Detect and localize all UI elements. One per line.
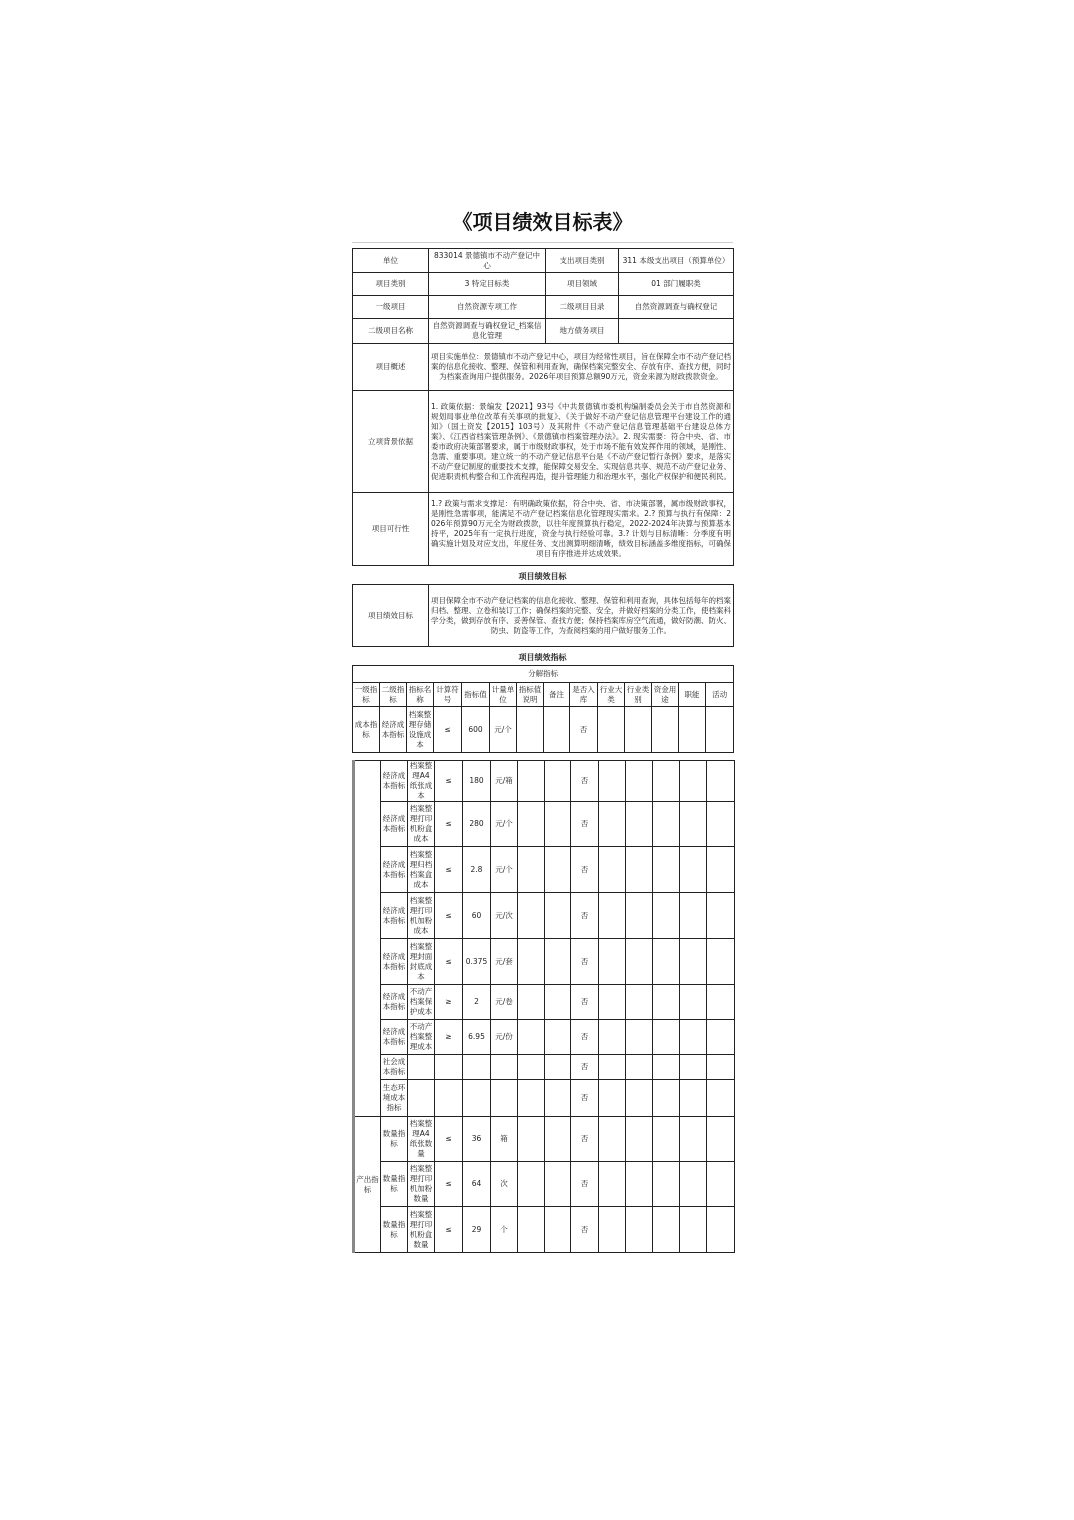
table-cell <box>653 1020 680 1055</box>
level1-cell <box>354 761 381 1117</box>
goal-text: 项目保障全市不动产登记档案的信息化接收、整理、保管和利用查询，具体包括每年的档案归档、整理、立卷和装订工作；确保档案的完整、安全，并做好档案的分类工作，使档案科学分类，做到存放有序、妥善保管、查找方便；保持档案库房空气流通，做好防潮、防火、防虫、防盗等工作，为查阅档案的用户做好服务工作。 <box>429 585 734 647</box>
table-cell <box>680 1055 707 1080</box>
table-cell: ≤ <box>435 802 463 847</box>
table-cell <box>680 1080 707 1117</box>
table-cell <box>653 893 680 939</box>
table-cell <box>653 939 680 985</box>
table-cell <box>518 939 545 985</box>
info-row <box>353 273 734 296</box>
table-cell: 否 <box>571 1020 599 1055</box>
table-cell <box>408 1080 435 1117</box>
table-cell: 元/份 <box>491 1020 518 1055</box>
table-cell <box>545 1080 571 1117</box>
table-cell <box>680 1117 707 1162</box>
table-cell: ≤ <box>435 1162 463 1207</box>
table-cell: 经济成本指标 <box>381 939 408 985</box>
table-cell: 经济成本指标 <box>381 985 408 1020</box>
column-header: 计量单位 <box>490 683 517 707</box>
table-cell <box>518 802 545 847</box>
table-cell <box>491 1055 518 1080</box>
table-cell <box>518 1080 545 1117</box>
table-cell <box>625 707 652 753</box>
table-row <box>354 802 735 847</box>
table-cell: 箱 <box>491 1117 518 1162</box>
table-cell <box>545 1055 571 1080</box>
table-cell: 不动产档案整理成本 <box>408 1020 435 1055</box>
table-row <box>354 1117 735 1162</box>
table-cell <box>626 1080 653 1117</box>
overview-text: 项目实施单位：景德镇市不动产登记中心，项目为经常性项目，旨在保障全市不动产登记档案的信息化接收、整理、保管和利用查询，确保档案完整安全、存放有序、查找方便，同时为档案查询用户提供服务。2026年项目预算总额90万元，资金来源为财政拨款资金。 <box>429 344 734 391</box>
table-cell: 档案整理存储设施成本 <box>407 707 434 753</box>
table-cell: 否 <box>571 1117 599 1162</box>
label-cell: 项目类别 <box>353 273 429 296</box>
table-cell <box>599 802 626 847</box>
table-cell <box>518 847 545 893</box>
table-cell: 元/卷 <box>491 985 518 1020</box>
table-cell <box>518 985 545 1020</box>
table-cell <box>545 985 571 1020</box>
table-cell: 180 <box>463 761 491 802</box>
table-cell <box>545 893 571 939</box>
table-cell: 生态环境成本指标 <box>381 1080 408 1117</box>
table-cell: 64 <box>463 1162 491 1207</box>
table-cell: 0.375 <box>463 939 491 985</box>
indicators-header-table <box>352 665 734 753</box>
table-cell <box>707 939 735 985</box>
table-cell <box>545 1020 571 1055</box>
table-cell: 成本指标 <box>353 707 380 753</box>
table-cell: 档案整理打印机加粉成本 <box>408 893 435 939</box>
table-cell <box>653 985 680 1020</box>
table-cell: 2.8 <box>463 847 491 893</box>
table-cell <box>707 802 735 847</box>
table-cell <box>652 707 679 753</box>
table-cell <box>435 1080 463 1117</box>
label-cell: 支出项目类别 <box>546 249 619 273</box>
table-cell: 档案整理打印机粉盒数量 <box>408 1207 435 1253</box>
label-cell: 项目概述 <box>353 344 429 391</box>
table-cell <box>706 707 734 753</box>
indicators-heading: 项目绩效指标 <box>518 653 567 662</box>
column-header: 备注 <box>544 683 570 707</box>
value-cell: 自然资源调查与确权登记 <box>619 296 734 319</box>
table-cell <box>599 1117 626 1162</box>
table-cell <box>626 1117 653 1162</box>
table-cell: 经济成本指标 <box>381 1020 408 1055</box>
table-cell <box>680 939 707 985</box>
table-cell <box>707 985 735 1020</box>
table-cell <box>626 802 653 847</box>
table-cell <box>599 893 626 939</box>
table-cell <box>545 761 571 802</box>
table-cell <box>491 1080 518 1117</box>
table-row <box>354 893 735 939</box>
table-cell <box>518 1020 545 1055</box>
table-cell <box>545 1207 571 1253</box>
table-cell: 元/次 <box>491 893 518 939</box>
table-row <box>354 939 735 985</box>
basis-row <box>353 391 734 493</box>
label-cell: 项目可行性 <box>353 493 429 566</box>
table-cell <box>707 847 735 893</box>
label-cell: 二级项目目录 <box>546 296 619 319</box>
table-cell: 元/个 <box>490 707 517 753</box>
table-cell <box>626 939 653 985</box>
column-header: 是否入库 <box>570 683 598 707</box>
value-cell: 833014 景德镇市不动产登记中心 <box>429 249 546 273</box>
table-cell <box>599 1162 626 1207</box>
table-cell <box>680 802 707 847</box>
goal-heading: 项目绩效目标 <box>518 572 567 581</box>
table-cell: 数量指标 <box>381 1117 408 1162</box>
value-cell: 自然资源专项工作 <box>429 296 546 319</box>
table-row <box>354 985 735 1020</box>
table-cell: 个 <box>491 1207 518 1253</box>
level1-cell: 产出指标 <box>354 1117 381 1253</box>
table-cell: 否 <box>571 802 599 847</box>
group-header: 分解指标 <box>353 666 734 683</box>
table-cell: 数量指标 <box>381 1162 408 1207</box>
table-cell <box>707 1117 735 1162</box>
table-cell: ≥ <box>435 985 463 1020</box>
table-cell <box>599 1207 626 1253</box>
table-cell <box>707 761 735 802</box>
table-cell <box>707 1207 735 1253</box>
table-cell <box>680 1020 707 1055</box>
table-cell <box>545 1117 571 1162</box>
column-header: 职能 <box>679 683 706 707</box>
table-cell: 否 <box>571 1207 599 1253</box>
table-cell <box>680 1207 707 1253</box>
table-cell <box>626 985 653 1020</box>
table-cell: 否 <box>571 761 599 802</box>
table-cell: 2 <box>463 985 491 1020</box>
table-cell <box>518 761 545 802</box>
table-cell: 36 <box>463 1117 491 1162</box>
table-row <box>354 1020 735 1055</box>
table-cell <box>599 1020 626 1055</box>
table-row <box>354 1207 735 1253</box>
table-cell: 数量指标 <box>381 1207 408 1253</box>
column-header: 行业大类 <box>598 683 625 707</box>
table-cell <box>518 1207 545 1253</box>
label-cell: 项目绩效目标 <box>353 585 429 647</box>
table-cell <box>653 761 680 802</box>
table-cell: 档案整理A4纸张成本 <box>408 761 435 802</box>
table-cell: ≤ <box>435 847 463 893</box>
column-header: 指标值说明 <box>517 683 544 707</box>
table-cell: 不动产档案保护成本 <box>408 985 435 1020</box>
table-cell: 6.95 <box>463 1020 491 1055</box>
table-cell: ≤ <box>435 1207 463 1253</box>
table-cell: 经济成本指标 <box>381 802 408 847</box>
indicators-table <box>352 760 735 1253</box>
table-cell <box>599 1080 626 1117</box>
table-cell: 经济成本指标 <box>381 847 408 893</box>
table-cell <box>653 1055 680 1080</box>
table-cell <box>599 761 626 802</box>
info-row <box>353 319 734 344</box>
value-cell <box>619 319 734 344</box>
table-cell <box>626 893 653 939</box>
document-body <box>352 208 733 1253</box>
table-cell <box>518 1055 545 1080</box>
table-cell <box>545 847 571 893</box>
table-cell: 否 <box>571 1080 599 1117</box>
table-cell <box>599 1055 626 1080</box>
info-row <box>353 296 734 319</box>
value-cell: 01 部门履职类 <box>619 273 734 296</box>
table-cell: 档案整理A4纸张数量 <box>408 1117 435 1162</box>
table-cell <box>626 1055 653 1080</box>
feasibility-row <box>353 493 734 566</box>
table-cell: ≤ <box>435 939 463 985</box>
table-cell: 档案整理打印机加粉数量 <box>408 1162 435 1207</box>
label-cell: 一级项目 <box>353 296 429 319</box>
table-cell <box>626 761 653 802</box>
table-cell <box>626 1020 653 1055</box>
table-cell <box>544 707 570 753</box>
column-header: 指标名称 <box>407 683 434 707</box>
value-cell: 自然资源调查与确权登记_档案信息化管理 <box>429 319 546 344</box>
table-cell <box>707 1055 735 1080</box>
table-cell <box>680 893 707 939</box>
column-header: 活动 <box>706 683 734 707</box>
table-row <box>354 761 735 802</box>
table-cell <box>679 707 706 753</box>
divider <box>352 242 733 243</box>
document-title: 《项目绩效目标表》 <box>452 210 633 234</box>
table-cell: 经济成本指标 <box>380 707 407 753</box>
table-cell <box>653 802 680 847</box>
table-cell: 元/套 <box>491 939 518 985</box>
table-row <box>353 707 734 753</box>
table-cell <box>545 802 571 847</box>
value-cell: 311 本级支出项目（预算单位） <box>619 249 734 273</box>
label-cell: 二级项目名称 <box>353 319 429 344</box>
table-cell: 元/个 <box>491 802 518 847</box>
table-cell: 否 <box>571 985 599 1020</box>
table-cell: 否 <box>570 707 598 753</box>
table-cell: ≤ <box>435 1117 463 1162</box>
table-cell: 600 <box>462 707 490 753</box>
label-cell: 项目领域 <box>546 273 619 296</box>
table-cell <box>680 985 707 1020</box>
table-cell: 社会成本指标 <box>381 1055 408 1080</box>
table-row <box>354 1162 735 1207</box>
table-cell <box>680 847 707 893</box>
table-cell <box>518 893 545 939</box>
project-info-table <box>352 248 734 566</box>
table-cell: 否 <box>571 1162 599 1207</box>
basis-text: 1. 政策依据：景编发【2021】93号《中共景德镇市委机构编制委员会关于市自然资源和规划局事业单位改革有关事项的批复》、《关于做好不动产登记信息管理平台建设工作的通知》（国土资发【2015】103号）及其附件《不动产登记信息管理基础平台建设总体方案》、《江西省档案管理条例》、《景德镇市档案管理办法》。2. 现实需要：符合中央、省、市委市政府决策部署要求，属于市级财政事权，处于市场不能有效发挥作用的领域，是刚性、急需、重要事项。建立统一的不动产登记信息平台是《不动产登记暂行条例》要求，是落实不动产登记制度的重要技术支撑，能保障交易安全、实现信息共享、规范不动产登记业务、促进职责机构整合和工作流程再造，提升管理能力和治理水平，强化产权保护和便民利民。 <box>429 391 734 493</box>
table-cell <box>517 707 544 753</box>
column-header: 指标值 <box>462 683 490 707</box>
table-cell <box>680 1162 707 1207</box>
table-cell <box>435 1055 463 1080</box>
table-cell <box>653 1080 680 1117</box>
table-cell: 经济成本指标 <box>381 893 408 939</box>
table-cell <box>707 1020 735 1055</box>
table-cell: 次 <box>491 1162 518 1207</box>
table-cell <box>653 847 680 893</box>
column-header: 资金用途 <box>652 683 679 707</box>
table-cell: 经济成本指标 <box>381 761 408 802</box>
table-row <box>354 847 735 893</box>
table-cell <box>545 939 571 985</box>
table-cell <box>545 1162 571 1207</box>
table-cell <box>518 1117 545 1162</box>
value-cell: 3 特定目标类 <box>429 273 546 296</box>
table-cell <box>707 1162 735 1207</box>
table-cell: 否 <box>571 939 599 985</box>
table-row <box>354 1055 735 1080</box>
label-cell: 地方债务项目 <box>546 319 619 344</box>
table-cell <box>653 1207 680 1253</box>
table-cell: 否 <box>571 1055 599 1080</box>
feasibility-text: 1.? 政策与需求支撑足：有明确政策依据，符合中央、省、市决策部署，属市级财政事权，是刚性急需事项，能满足不动产登记档案信息化管理现实需求。2.? 预算与执行有保障：2026年预算90万元全为财政拨款，以往年度预算执行稳定，2022-2024年决算与预算基本持平，2025年有一定执行进度，资金与执行经验可靠。3.? 计划与目标清晰：分季度有明确实施计划及对应支出，年度任务、支出测算明细清晰，绩效目标涵盖多维度指标，可确保项目有序推进并达成效果。 <box>429 493 734 566</box>
table-cell <box>518 1162 545 1207</box>
table-cell: ≥ <box>435 1020 463 1055</box>
column-header: 二级指标 <box>380 683 407 707</box>
table-cell <box>653 1162 680 1207</box>
table-cell: ≤ <box>435 893 463 939</box>
table-cell: 元/箱 <box>491 761 518 802</box>
table-cell <box>626 1207 653 1253</box>
table-cell <box>626 1162 653 1207</box>
table-cell <box>626 847 653 893</box>
table-cell <box>653 1117 680 1162</box>
table-cell: 29 <box>463 1207 491 1253</box>
table-cell <box>680 761 707 802</box>
column-header: 计算符号 <box>434 683 462 707</box>
table-cell: 档案整理归档档案盒成本 <box>408 847 435 893</box>
table-cell <box>463 1080 491 1117</box>
goal-table <box>352 584 734 647</box>
overview-row <box>353 344 734 391</box>
table-cell <box>599 985 626 1020</box>
table-cell: 否 <box>571 893 599 939</box>
table-cell: 否 <box>571 847 599 893</box>
table-cell: 档案整理封面封底成本 <box>408 939 435 985</box>
table-cell: 档案整理打印机粉盒成本 <box>408 802 435 847</box>
table-cell: 元/个 <box>491 847 518 893</box>
table-cell <box>707 1080 735 1117</box>
column-header-row <box>353 683 734 707</box>
table-row <box>354 1080 735 1117</box>
column-header: 行业类别 <box>625 683 652 707</box>
table-cell <box>463 1055 491 1080</box>
info-row <box>353 249 734 273</box>
table-cell <box>707 893 735 939</box>
label-cell: 单位 <box>353 249 429 273</box>
table-cell <box>598 707 625 753</box>
label-cell: 立项背景依据 <box>353 391 429 493</box>
column-header: 一级指标 <box>353 683 380 707</box>
table-cell: ≤ <box>435 761 463 802</box>
table-cell: 60 <box>463 893 491 939</box>
table-cell <box>599 847 626 893</box>
table-cell: 280 <box>463 802 491 847</box>
table-cell <box>599 939 626 985</box>
table-cell: ≤ <box>434 707 462 753</box>
table-cell <box>408 1055 435 1080</box>
